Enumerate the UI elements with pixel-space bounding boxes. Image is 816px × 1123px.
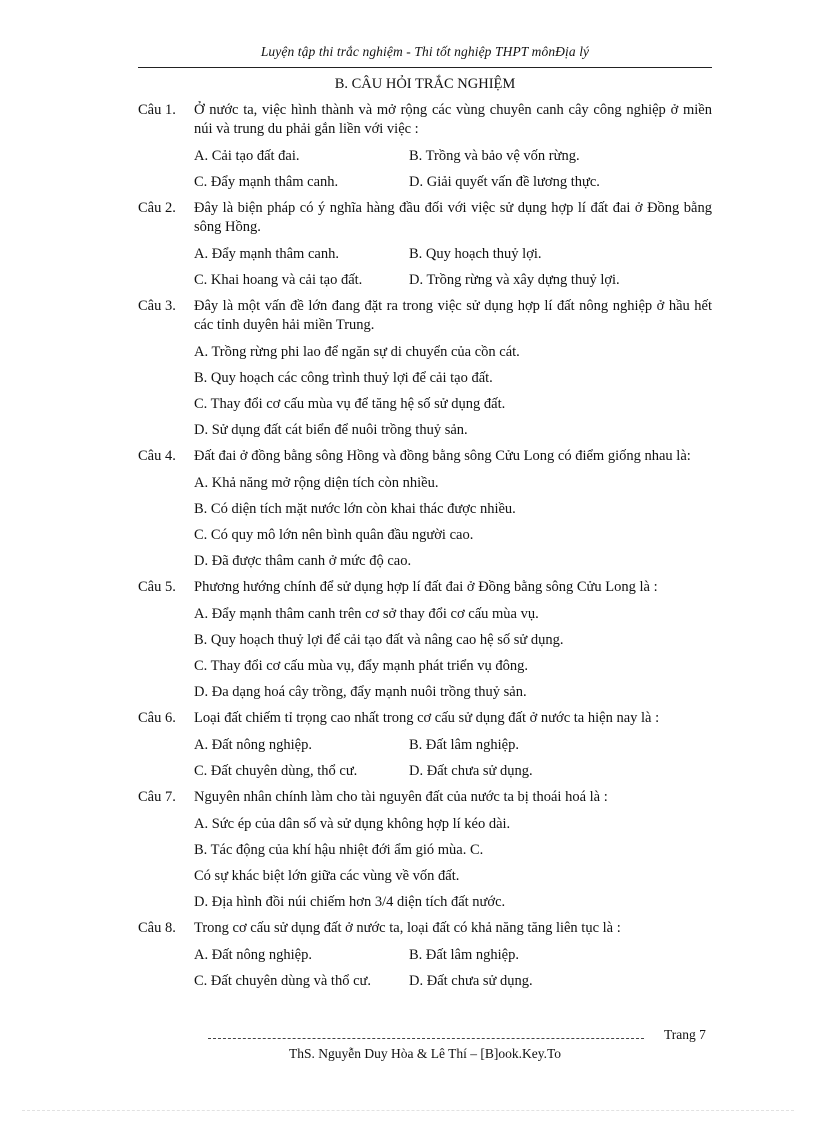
question-stem: Đây là một vấn đề lớn đang đặt ra trong việc sử dụng hợp lí đất nông nghiệp ở hầu hết các tỉnh duyên hải miền Trung. <box>194 298 712 333</box>
question-stem: Đây là biện pháp có ý nghĩa hàng đầu đối với việc sử dụng hợp lí đất đai ở Đồng bằng sông Hồng. <box>194 200 712 235</box>
question-stem: Đất đai ở đồng bằng sông Hồng và đồng bằng sông Cửu Long có điểm giống nhau là: <box>194 448 691 464</box>
answer-options <box>194 605 712 701</box>
answer-option: B. Tác động của khí hậu nhiệt đới ẩm gió mùa. C. <box>194 842 484 858</box>
answer-option: D. Đa dạng hoá cây trồng, đẩy mạnh nuôi trồng thuỷ sản. <box>194 684 527 700</box>
option-row <box>194 271 712 289</box>
question-list <box>138 101 712 998</box>
question-stem: Phương hướng chính để sử dụng hợp lí đất đai ở Đồng bằng sông Cửu Long là : <box>194 579 658 595</box>
option-row <box>194 736 712 754</box>
page-edge-divider <box>22 1110 794 1111</box>
question <box>138 297 712 439</box>
question-body <box>194 447 712 570</box>
answer-option: B. Quy hoạch thuỷ lợi để cải tạo đất và nâng cao hệ số sử dụng. <box>194 632 564 648</box>
question-stem: Loại đất chiếm tỉ trọng cao nhất trong cơ cấu sử dụng đất ở nước ta hiện nay là : <box>194 710 660 726</box>
question-body <box>194 709 712 780</box>
answer-option: C. Có quy mô lớn nên bình quân đầu người cao. <box>194 527 474 543</box>
answer-option: B. Quy hoạch thuỷ lợi. <box>409 246 542 262</box>
answer-option: D. Sử dụng đất cát biển để nuôi trồng thuỷ sản. <box>194 422 468 438</box>
answer-option: A. Cải tạo đất đai. <box>194 148 300 164</box>
answer-option: D. Đã được thâm canh ở mức độ cao. <box>194 553 412 569</box>
question <box>138 199 712 289</box>
question-number: Câu 1. <box>138 102 176 118</box>
answer-option: D. Đất chưa sử dụng. <box>409 973 533 989</box>
answer-option: D. Trồng rừng và xây dựng thuỷ lợi. <box>409 272 620 288</box>
answer-option: A. Đẩy mạnh thâm canh trên cơ sở thay đổi cơ cấu mùa vụ. <box>194 606 539 622</box>
question-number: Câu 4. <box>138 448 176 464</box>
answer-options <box>194 736 712 780</box>
answer-option: A. Đất nông nghiệp. <box>194 737 312 753</box>
answer-option: A. Khả năng mở rộng diện tích còn nhiều. <box>194 475 439 491</box>
running-header: Luyện tập thi trắc nghiệm - Thi tốt nghiệp THPT mônĐịa lý <box>260 44 590 59</box>
answer-option: D. Đất chưa sử dụng. <box>409 763 533 779</box>
answer-option: C. Khai hoang và cải tạo đất. <box>194 272 363 288</box>
question-number: Câu 5. <box>138 579 176 595</box>
answer-option: D. Địa hình đồi núi chiếm hơn 3/4 diện tích đất nước. <box>194 894 506 910</box>
footer-credit: ThS. Nguyễn Duy Hòa & Lê Thí – [B]ook.Key.To <box>288 1046 562 1061</box>
option-row <box>194 173 712 191</box>
answer-option: C. Thay đổi cơ cấu mùa vụ để tăng hệ số sử dụng đất. <box>194 396 506 412</box>
answer-options <box>194 946 712 990</box>
option-row <box>194 972 712 990</box>
question-body <box>194 578 712 701</box>
question-stem: Ở nước ta, việc hình thành và mở rộng các vùng chuyên canh cây công nghiệp ở miền núi và trung du phải gắn liền với việc : <box>194 102 712 137</box>
option-row <box>194 946 712 964</box>
footer-dashed-rule <box>208 1038 644 1039</box>
question-number: Câu 7. <box>138 789 176 805</box>
question-body <box>194 919 712 990</box>
question-number: Câu 3. <box>138 298 176 314</box>
answer-option: A. Sức ép của dân số và sử dụng không hợp lí kéo dài. <box>194 816 511 832</box>
answer-options <box>194 245 712 289</box>
question-number: Câu 8. <box>138 920 176 936</box>
answer-option: Có sự khác biệt lớn giữa các vùng về vốn đất. <box>194 868 460 884</box>
answer-option: C. Đẩy mạnh thâm canh. <box>194 174 339 190</box>
question-body <box>194 199 712 289</box>
answer-options <box>194 474 712 570</box>
answer-option: B. Đất lâm nghiệp. <box>409 947 519 963</box>
answer-option: C. Thay đổi cơ cấu mùa vụ, đẩy mạnh phát triển vụ đông. <box>194 658 528 674</box>
question <box>138 447 712 570</box>
question <box>138 788 712 911</box>
question-stem: Trong cơ cấu sử dụng đất ở nước ta, loại đất có khả năng tăng liên tục là : <box>194 920 621 936</box>
option-row <box>194 762 712 780</box>
answer-options <box>194 147 712 191</box>
option-row <box>194 147 712 165</box>
question-number: Câu 6. <box>138 710 176 726</box>
question-stem: Nguyên nhân chính làm cho tài nguyên đất của nước ta bị thoái hoá là : <box>194 789 608 805</box>
answer-option: A. Đất nông nghiệp. <box>194 947 312 963</box>
question-body <box>194 297 712 439</box>
option-row <box>194 245 712 263</box>
answer-option: D. Giải quyết vấn đề lương thực. <box>409 174 600 190</box>
question-body <box>194 101 712 191</box>
question <box>138 101 712 191</box>
answer-options <box>194 815 712 911</box>
page-number: Trang 7 <box>664 1027 706 1042</box>
question <box>138 578 712 701</box>
question-body <box>194 788 712 911</box>
answer-option: C. Đất chuyên dùng và thổ cư. <box>194 973 371 989</box>
question <box>138 709 712 780</box>
question <box>138 919 712 990</box>
answer-option: B. Trồng và bảo vệ vốn rừng. <box>409 148 580 164</box>
answer-options <box>194 343 712 439</box>
header-rule <box>138 67 712 68</box>
section-title: B. CÂU HỎI TRẮC NGHIỆM <box>334 76 516 92</box>
answer-option: B. Quy hoạch các công trình thuỷ lợi để cải tạo đất. <box>194 370 493 386</box>
answer-option: B. Có diện tích mặt nước lớn còn khai thác được nhiều. <box>194 501 516 517</box>
question-number: Câu 2. <box>138 200 176 216</box>
answer-option: B. Đất lâm nghiệp. <box>409 737 519 753</box>
answer-option: A. Trồng rừng phi lao để ngăn sự di chuyển của cồn cát. <box>194 344 520 360</box>
answer-option: C. Đất chuyên dùng, thổ cư. <box>194 763 358 779</box>
answer-option: A. Đẩy mạnh thâm canh. <box>194 246 339 262</box>
